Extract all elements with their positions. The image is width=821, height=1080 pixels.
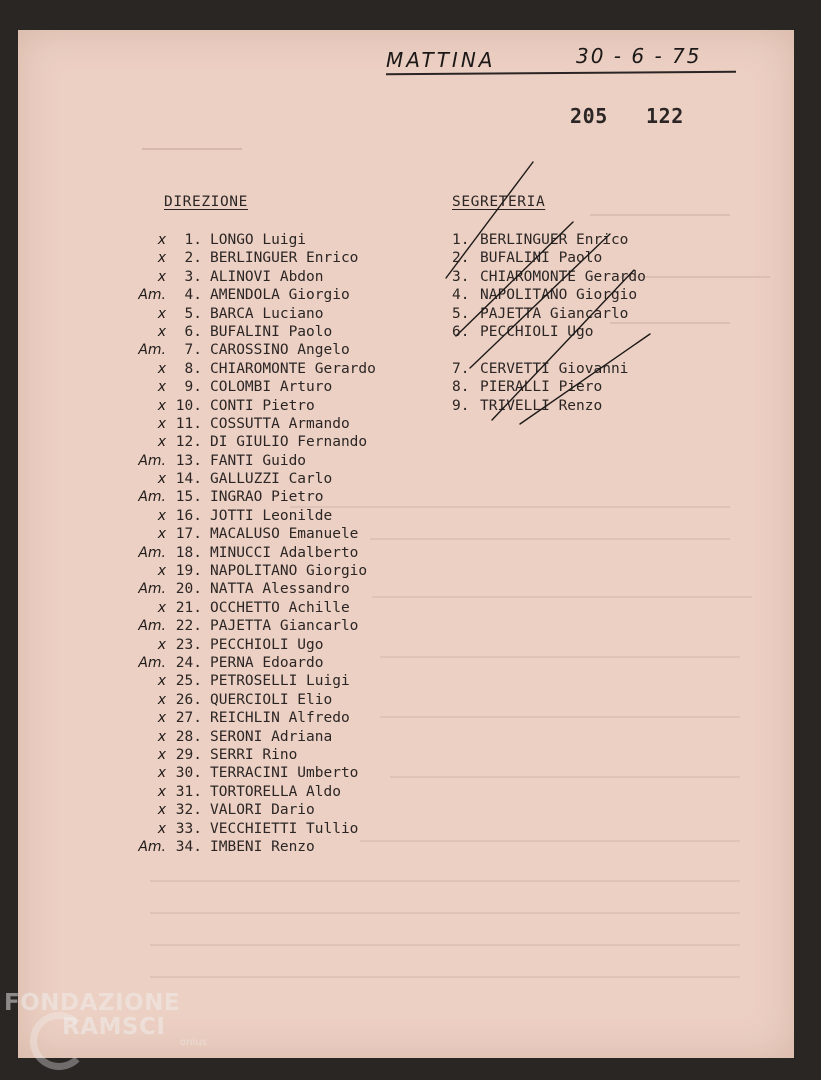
direzione-member — [130, 801, 376, 819]
segreteria-list — [452, 231, 646, 415]
member-number: 25. — [175, 673, 202, 690]
attendance-mark: x — [157, 268, 166, 285]
direzione-member — [130, 525, 376, 543]
handwritten-title: MATTINA — [386, 48, 496, 72]
member-name: PIERALLI Piero — [480, 379, 603, 396]
member-name: VALORI Dario — [210, 802, 315, 819]
list-gap — [452, 341, 646, 359]
member-name: JOTTI Leonilde — [210, 507, 333, 524]
attendance-mark: Am. — [138, 581, 166, 598]
direzione-member — [130, 378, 376, 396]
member-number: 31. — [175, 783, 202, 800]
member-name: TORTORELLA Aldo — [210, 783, 341, 800]
attendance-mark: Am. — [138, 544, 166, 561]
segreteria-member — [452, 323, 646, 341]
member-name: MINUCCI Adalberto — [210, 544, 359, 561]
direzione-member — [130, 580, 376, 598]
direzione-member — [130, 691, 376, 709]
doc-number-2: 122 — [646, 104, 684, 128]
direzione-member — [130, 783, 376, 801]
member-number: 5. — [184, 305, 202, 322]
attendance-mark: x — [157, 526, 166, 543]
attendance-mark: x — [157, 397, 166, 414]
member-number: 1. — [452, 232, 470, 248]
attendance-mark: x — [157, 636, 166, 653]
member-name: NAPOLITANO Giorgio — [480, 287, 638, 304]
member-name: BERLINGUER Enrico — [480, 232, 629, 248]
member-number: 7. — [184, 342, 202, 359]
attendance-mark: x — [157, 691, 166, 708]
member-name: TERRACINI Umberto — [210, 765, 359, 782]
direzione-member — [130, 746, 376, 764]
member-number: 15. — [175, 489, 202, 506]
direzione-member — [130, 433, 376, 451]
segreteria-member — [452, 378, 646, 396]
attendance-mark: x — [157, 250, 166, 267]
member-number: 21. — [175, 599, 202, 616]
member-name: NATTA Alessandro — [210, 581, 350, 598]
member-name: BUFALINI Paolo — [210, 323, 333, 340]
member-name: VECCHIETTI Tullio — [210, 820, 359, 837]
direzione-member — [130, 268, 376, 286]
direzione-member — [130, 470, 376, 488]
direzione-member — [130, 360, 376, 378]
member-name: MACALUSO Emanuele — [210, 526, 359, 543]
member-number: 4. — [184, 287, 202, 304]
member-number: 6. — [452, 323, 470, 340]
direzione-member — [130, 599, 376, 617]
segreteria-member — [452, 286, 646, 304]
member-name: PETROSELLI Luigi — [210, 673, 350, 690]
member-name: GALLUZZI Carlo — [210, 471, 333, 488]
member-name: COLOMBI Arturo — [210, 379, 333, 396]
member-name: CHIAROMONTE Gerardo — [480, 268, 646, 285]
direzione-member — [130, 820, 376, 838]
member-number: 18. — [175, 544, 202, 561]
member-number: 14. — [175, 471, 202, 488]
member-number: 34. — [175, 838, 202, 855]
segreteria-member — [452, 360, 646, 378]
direzione-member — [130, 544, 376, 562]
segreteria-member — [452, 231, 646, 249]
member-name: CHIAROMONTE Gerardo — [210, 360, 376, 377]
attendance-mark: x — [157, 471, 166, 488]
direzione-member — [130, 488, 376, 506]
member-number: 7. — [452, 360, 470, 377]
member-name: PECCHIOLI Ugo — [210, 636, 324, 653]
member-number: 1. — [184, 232, 202, 248]
member-name: ALINOVI Abdon — [210, 268, 324, 285]
segreteria-member — [452, 397, 646, 415]
member-name: FANTI Guido — [210, 452, 307, 469]
member-number: 23. — [175, 636, 202, 653]
member-name: TRIVELLI Renzo — [480, 397, 603, 414]
direzione-member — [130, 838, 376, 856]
direzione-member — [130, 397, 376, 415]
member-name: PAJETTA Giancarlo — [210, 618, 359, 635]
member-number: 4. — [452, 287, 470, 304]
member-number: 33. — [175, 820, 202, 837]
attendance-mark: x — [157, 599, 166, 616]
direzione-heading: DIREZIONE — [164, 194, 248, 210]
member-name: NAPOLITANO Giorgio — [210, 563, 368, 580]
attendance-mark: x — [157, 820, 166, 837]
member-number: 2. — [452, 250, 470, 267]
member-number: 16. — [175, 507, 202, 524]
member-number: 19. — [175, 563, 202, 580]
attendance-mark: Am. — [138, 838, 166, 855]
member-name: LONGO Luigi — [210, 232, 307, 248]
direzione-member — [130, 636, 376, 654]
direzione-member — [130, 452, 376, 470]
segreteria-member — [452, 305, 646, 323]
attendance-mark: x — [157, 379, 166, 396]
attendance-mark: x — [157, 415, 166, 432]
attendance-mark: x — [157, 802, 166, 819]
handwritten-date: 30 - 6 - 75 — [576, 44, 702, 68]
member-name: PECCHIOLI Ugo — [480, 323, 594, 340]
member-name: SERONI Adriana — [210, 728, 333, 745]
member-number: 24. — [175, 654, 202, 671]
member-number: 11. — [175, 415, 202, 432]
member-name: SERRI Rino — [210, 746, 298, 763]
member-name: DI GIULIO Fernando — [210, 434, 368, 451]
member-number: 13. — [175, 452, 202, 469]
direzione-member — [130, 728, 376, 746]
member-name: PERNA Edoardo — [210, 654, 324, 671]
attendance-mark: x — [157, 507, 166, 524]
member-name: BARCA Luciano — [210, 305, 324, 322]
attendance-mark: x — [157, 728, 166, 745]
watermark-line1: FONDAZIONE — [4, 990, 181, 1016]
attendance-mark: x — [157, 305, 166, 322]
direzione-member — [130, 654, 376, 672]
doc-number-1: 205 — [570, 104, 608, 128]
member-number: 12. — [175, 434, 202, 451]
attendance-mark: x — [157, 783, 166, 800]
direzione-member — [130, 672, 376, 690]
watermark-logo — [4, 990, 207, 1048]
attendance-mark: x — [157, 323, 166, 340]
member-name: COSSUTTA Armando — [210, 415, 350, 432]
member-number: 17. — [175, 526, 202, 543]
direzione-member — [130, 562, 376, 580]
direzione-member — [130, 323, 376, 341]
member-number: 26. — [175, 691, 202, 708]
member-name: PAJETTA Giancarlo — [480, 305, 629, 322]
member-number: 20. — [175, 581, 202, 598]
member-name: BERLINGUER Enrico — [210, 250, 359, 267]
attendance-mark: x — [157, 765, 166, 782]
direzione-member — [130, 286, 376, 304]
attendance-mark: Am. — [138, 342, 166, 359]
attendance-mark: x — [157, 360, 166, 377]
member-number: 3. — [184, 268, 202, 285]
member-number: 2. — [184, 250, 202, 267]
member-number: 9. — [452, 397, 470, 414]
member-name: CONTI Pietro — [210, 397, 315, 414]
segreteria-member — [452, 249, 646, 267]
attendance-mark: x — [157, 673, 166, 690]
direzione-member — [130, 415, 376, 433]
member-number: 27. — [175, 710, 202, 727]
member-name: OCCHETTO Achille — [210, 599, 350, 616]
attendance-mark: x — [157, 563, 166, 580]
direzione-member — [130, 617, 376, 635]
direzione-member — [130, 709, 376, 727]
member-name: CAROSSINO Angelo — [210, 342, 350, 359]
member-number: 6. — [184, 323, 202, 340]
member-name: QUERCIOLI Elio — [210, 691, 333, 708]
member-number: 28. — [175, 728, 202, 745]
member-number: 30. — [175, 765, 202, 782]
member-number: 10. — [175, 397, 202, 414]
attendance-mark: x — [157, 434, 166, 451]
member-number: 32. — [175, 802, 202, 819]
direzione-member — [130, 231, 376, 249]
member-name: IMBENI Renzo — [210, 838, 315, 855]
direzione-member — [130, 341, 376, 359]
attendance-mark: Am. — [138, 452, 166, 469]
member-name: REICHLIN Alfredo — [210, 710, 350, 727]
direzione-member — [130, 249, 376, 267]
attendance-mark: x — [157, 710, 166, 727]
attendance-mark: Am. — [138, 287, 166, 304]
attendance-mark: Am. — [138, 654, 166, 671]
member-number: 3. — [452, 268, 470, 285]
attendance-mark: x — [157, 232, 166, 248]
attendance-mark: x — [157, 746, 166, 763]
direzione-member — [130, 305, 376, 323]
member-number: 5. — [452, 305, 470, 322]
segreteria-member — [452, 268, 646, 286]
member-number: 22. — [175, 618, 202, 635]
direzione-member — [130, 764, 376, 782]
watermark-line2: RAMSCI — [62, 1014, 166, 1040]
attendance-mark: Am. — [138, 489, 166, 506]
direzione-list — [130, 231, 376, 856]
watermark-line3: onlus — [180, 1037, 207, 1048]
member-number: 8. — [184, 360, 202, 377]
member-number: 8. — [452, 379, 470, 396]
direzione-member — [130, 507, 376, 525]
member-name: BUFALINI Paolo — [480, 250, 603, 267]
member-name: CERVETTI Giovanni — [480, 360, 629, 377]
member-name: AMENDOLA Giorgio — [210, 287, 350, 304]
segreteria-heading: SEGRETERIA — [452, 194, 546, 210]
member-name: INGRAO Pietro — [210, 489, 324, 506]
member-number: 29. — [175, 746, 202, 763]
member-number: 9. — [184, 379, 202, 396]
attendance-mark: Am. — [138, 618, 166, 635]
